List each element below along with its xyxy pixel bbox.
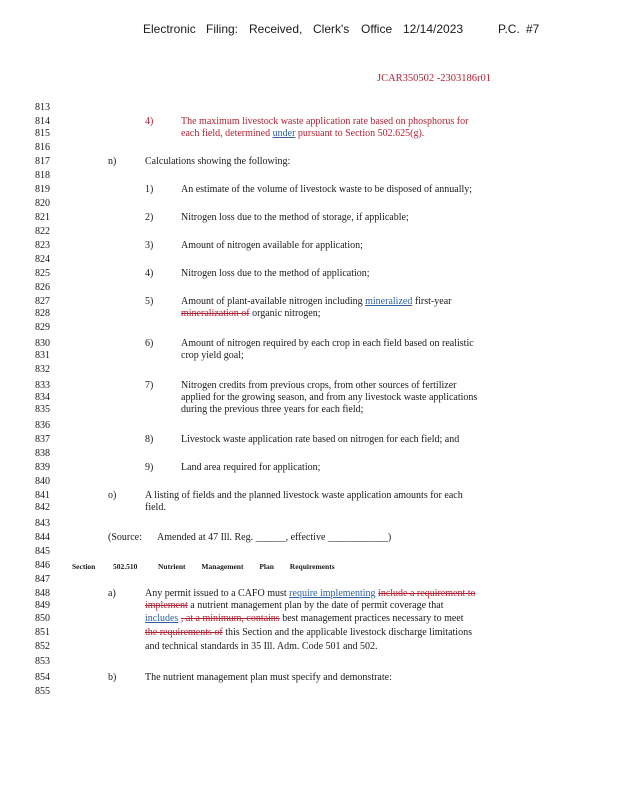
n-item-5-line2-end: organic nitrogen; (252, 308, 321, 319)
n-item-6-number: 6) (145, 338, 154, 349)
item-4-inserted-under: under (272, 128, 296, 139)
line-number: 852 (35, 641, 50, 652)
n-item-5-line1-start: Amount of plant-available nitrogen including (181, 296, 363, 307)
a-line3-text: best management practices necessary to meet (282, 613, 464, 624)
item-4-line2-end: pursuant to Section 502.625(g). (297, 128, 425, 139)
n-item-4-text: Nitrogen loss due to the method of application; (181, 268, 370, 279)
line-number: 815 (35, 128, 50, 139)
a-inserted-includes: includes (145, 613, 179, 624)
line-number: 836 (35, 420, 50, 431)
a-inserted-require-implementing: require implementing (289, 588, 376, 599)
subsection-n-text: Calculations showing the following: (145, 156, 291, 167)
line-number: 835 (35, 404, 50, 415)
n-item-5-deleted-mineralization: mineralization of (181, 308, 250, 319)
a-deleted-at-a-minimum: , at a minimum, contains (180, 613, 280, 624)
n-item-7-line2: applied for the growing season, and from any livestock waste applications (181, 392, 478, 403)
line-number: 827 (35, 296, 50, 307)
n-item-8-text: Livestock waste application rate based on nitrogen for each field; and (181, 434, 460, 445)
line-number: 829 (35, 322, 50, 333)
line-number: 846 (35, 560, 50, 571)
n-item-1-text: An estimate of the volume of livestock waste to be disposed of annually; (181, 184, 473, 195)
line-number: 826 (35, 282, 50, 293)
section-number: 502.510 (113, 562, 138, 571)
n-item-4-number: 4) (145, 268, 154, 279)
line-number: 843 (35, 518, 50, 529)
subsection-a-line4 (145, 627, 472, 639)
item-4-line1: The maximum livestock waste application rate based on phosphorus for (181, 116, 469, 127)
source-note-label: (Source: (108, 532, 142, 543)
n-item-7-line3: during the previous three years for each field; (181, 404, 364, 415)
header-electronic: Electronic (143, 22, 196, 36)
a-deleted-requirements-of: the requirements of (145, 627, 223, 638)
line-number: 820 (35, 198, 50, 209)
line-number: 830 (35, 338, 50, 349)
n-item-5-number: 5) (145, 296, 154, 307)
subsection-a-line5: and technical standards in 35 Ill. Adm. Code 501 and 502. (145, 641, 378, 652)
n-item-6-line2: crop yield goal; (181, 350, 244, 361)
line-number: 825 (35, 268, 50, 279)
line-number: 854 (35, 672, 50, 683)
subsection-o-label: o) (108, 490, 117, 501)
line-number: 847 (35, 574, 50, 585)
n-item-2-number: 2) (145, 212, 154, 223)
n-item-5-inserted-mineralized: mineralized (365, 296, 413, 307)
a-line4-text: this Section and the applicable livestock discharge limitations (225, 627, 472, 638)
a-line2-text: a nutrient management plan by the date of permit coverage that (190, 600, 444, 611)
subsection-a-line2 (145, 600, 444, 612)
subsection-o-line1: A listing of fields and the planned livestock waste application amounts for each (145, 490, 463, 501)
n-item-3-text: Amount of nitrogen available for application; (181, 240, 363, 251)
line-number: 834 (35, 392, 50, 403)
line-number: 822 (35, 226, 50, 237)
line-number: 819 (35, 184, 50, 195)
n-item-6-line1: Amount of nitrogen required by each crop in each field based on realistic (181, 338, 474, 349)
n-item-9-text: Land area required for application; (181, 462, 321, 473)
n-item-5-line2 (181, 308, 321, 320)
source-note-text: Amended at 47 Ill. Reg. ______, effective ____________) (157, 532, 392, 543)
section-word: Section (72, 562, 96, 571)
header-pc: P.C. (498, 22, 520, 36)
item-4-number: 4) (145, 116, 154, 127)
line-number: 839 (35, 462, 50, 473)
line-number: 850 (35, 613, 50, 624)
header-filing: Filing: (206, 22, 239, 36)
n-item-5-line1-end: first-year (414, 296, 452, 307)
a-deleted-include-requirement: include a requirement to (378, 588, 476, 599)
n-item-8-number: 8) (145, 434, 154, 445)
subsection-a-line3 (145, 613, 464, 625)
line-number: 832 (35, 364, 50, 375)
line-number: 818 (35, 170, 50, 181)
n-item-2-text: Nitrogen loss due to the method of storage, if applicable; (181, 212, 409, 223)
header-pc-number: #7 (526, 22, 540, 36)
subsection-b-label: b) (108, 672, 117, 683)
line-number: 848 (35, 588, 50, 599)
line-number: 851 (35, 627, 50, 638)
subsection-n-label: n) (108, 156, 117, 167)
line-number: 833 (35, 380, 50, 391)
line-number: 840 (35, 476, 50, 487)
line-number: 838 (35, 448, 50, 459)
line-number: 824 (35, 254, 50, 265)
line-number: 842 (35, 502, 50, 513)
header-clerks: Clerk's (313, 22, 350, 36)
n-item-3-number: 3) (145, 240, 154, 251)
line-number: 817 (35, 156, 50, 167)
line-number: 816 (35, 142, 50, 153)
item-4-line2 (181, 128, 424, 140)
document-id: JCAR350502 -2303186r01 (377, 73, 492, 84)
header-received: Received, (249, 22, 303, 36)
line-number: 853 (35, 656, 50, 667)
a-line1-start: Any permit issued to a CAFO must (145, 588, 287, 599)
line-number: 821 (35, 212, 50, 223)
section-title: Nutrient Management Plan Requirements (158, 562, 335, 571)
a-deleted-implement: implement (145, 600, 188, 611)
header-office: Office (361, 22, 393, 36)
n-item-9-number: 9) (145, 462, 154, 473)
n-item-7-number: 7) (145, 380, 154, 391)
line-number: 831 (35, 350, 50, 361)
item-4-line2-start: each field, determined (181, 128, 271, 139)
line-number: 841 (35, 490, 50, 501)
line-number: 855 (35, 686, 50, 697)
line-number: 823 (35, 240, 50, 251)
n-item-5-line1 (181, 296, 451, 308)
line-number: 814 (35, 116, 50, 127)
subsection-a-line1 (145, 588, 476, 600)
subsection-a-label: a) (108, 588, 116, 599)
line-number: 849 (35, 600, 50, 611)
line-number: 813 (35, 102, 50, 113)
header-date: 12/14/2023 (403, 22, 464, 36)
n-item-7-line1: Nitrogen credits from previous crops, from other sources of fertilizer (181, 380, 457, 391)
n-item-1-number: 1) (145, 184, 154, 195)
subsection-b-text: The nutrient management plan must specify and demonstrate: (145, 672, 392, 683)
subsection-o-line2: field. (145, 502, 166, 513)
line-number: 837 (35, 434, 50, 445)
line-number: 828 (35, 308, 50, 319)
line-number: 844 (35, 532, 50, 543)
line-number: 845 (35, 546, 50, 557)
